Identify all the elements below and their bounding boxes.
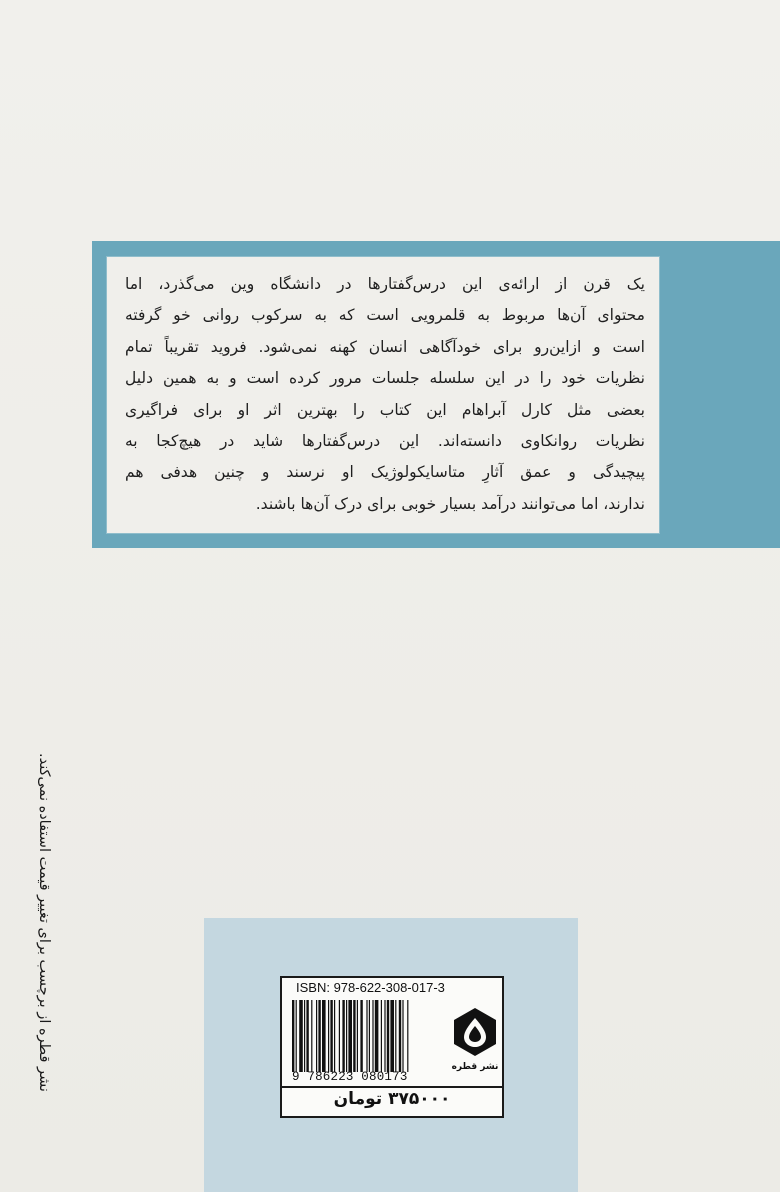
blurb-line-1: یک قرن از ارائه‌ی این درس‌گفتارها در دانشگاه وین می‌گذرد، اما	[125, 275, 645, 293]
blurb-line-4: نظریات خود را در این سلسله جلسات مرور کرده است و به همین دلیل	[125, 369, 645, 388]
price-label-notice: نشر قطره از برچسب برای تغییر قیمت استفاده نمی‌کند.	[36, 753, 52, 1092]
blurb-line-8: ندارند، اما می‌توانند درآمد بسیار خوبی برای درک آن‌ها باشند.	[255, 494, 645, 513]
price-text: ۳۷۵۰۰۰ تومان	[333, 1089, 451, 1109]
price-divider	[282, 1086, 502, 1088]
ean-digits: 9 786223 080173	[292, 1070, 408, 1084]
barcode-box	[280, 976, 504, 1118]
blurb-line-2: محتوای آن‌ها مربوط به قلمرویی است که به سرکوب روانی خو گرفته	[125, 306, 645, 325]
blurb-line-7: پیچیدگی و عمق آثارِ متاسایکولوژیک او نرسند و چنین هدفی هم	[125, 463, 645, 482]
blurb-box	[106, 256, 660, 534]
isbn-text: ISBN: 978-622-308-017-3	[296, 980, 445, 995]
blurb-line-5: بعضی مثل کارل آبراهام این کتاب را بهترین اثر او برای فراگیری	[125, 400, 645, 419]
publisher-logo-label: نشر قطره	[451, 1062, 499, 1072]
barcode-bars	[292, 1000, 448, 1072]
qatreh-publisher-logo-icon	[452, 1006, 498, 1062]
blurb-line-3: است و ازاین‌رو برای خودآگاهی انسان کهنه نمی‌شود. فروید تقریباً تمام	[125, 337, 645, 356]
blurb-line-6: نظریات روانکاوی دانسته‌اند. این درس‌گفتارها شاید در هیچ‌کجا به	[125, 432, 645, 451]
